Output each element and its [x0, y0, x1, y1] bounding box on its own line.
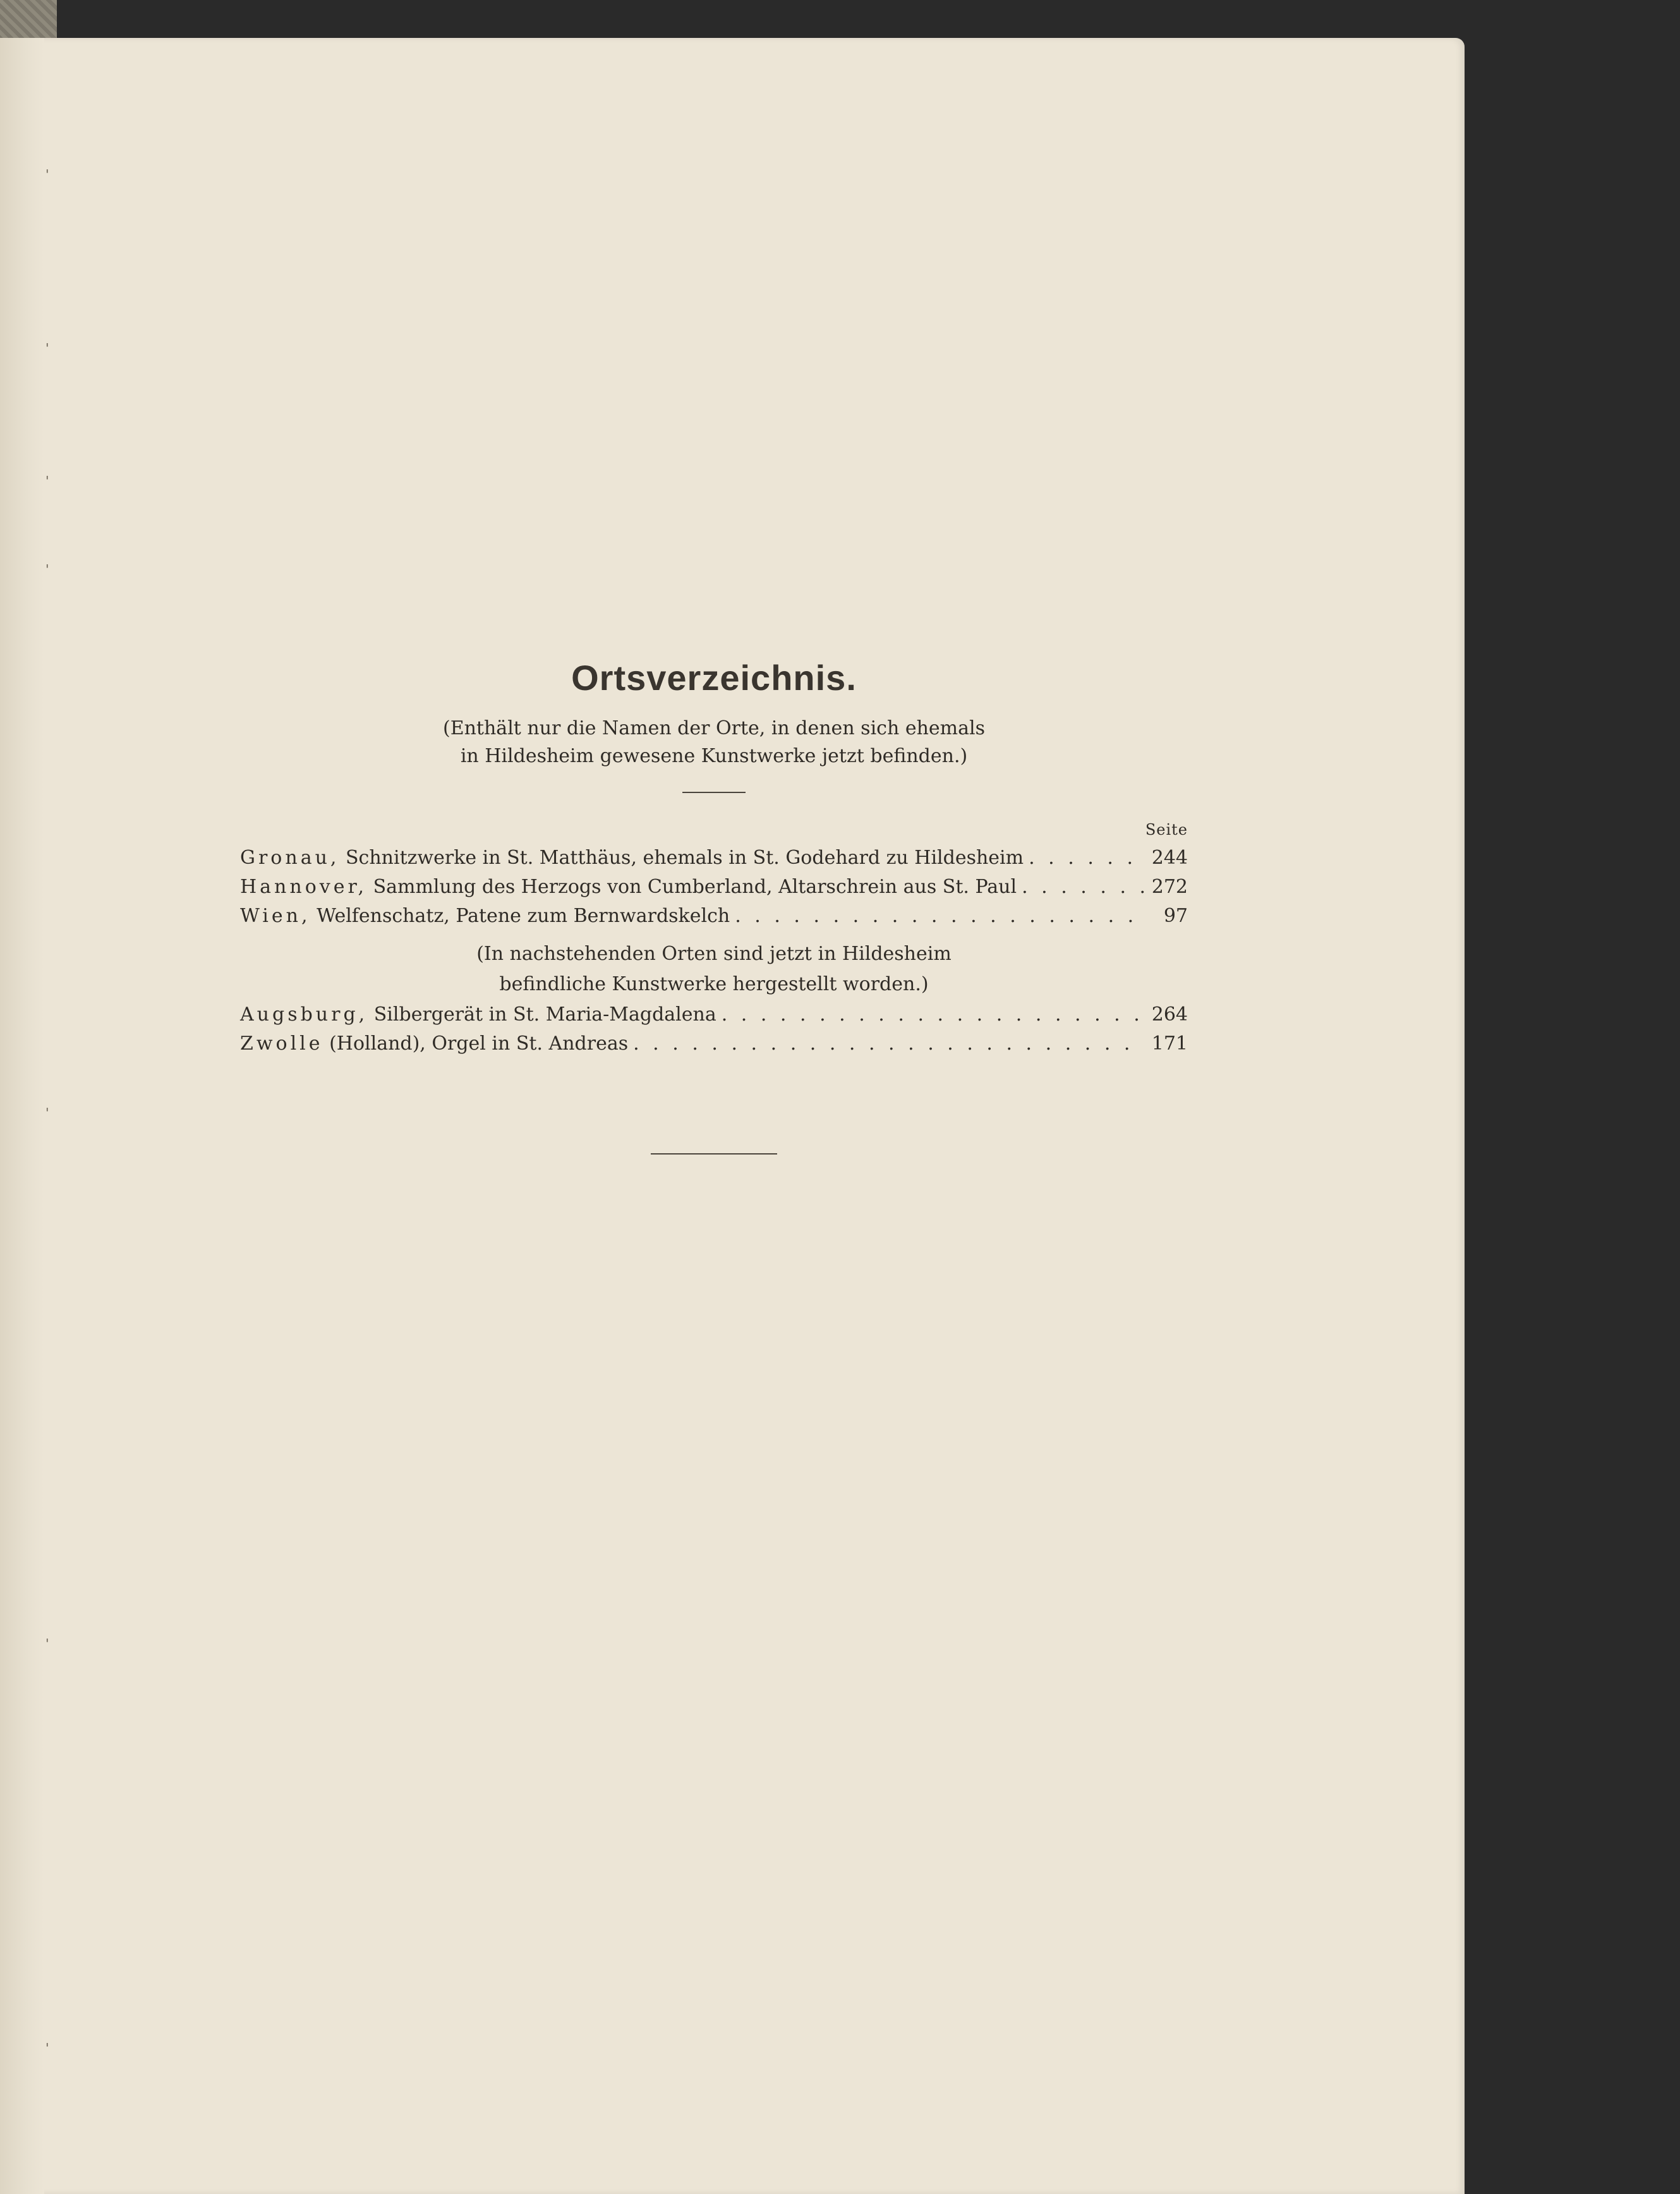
- binding-stitch-mark: ': [45, 1636, 49, 1651]
- entry-page-number: 244: [1151, 847, 1188, 869]
- entry-page-number: 97: [1163, 905, 1188, 927]
- page-column-header: Seite: [1145, 821, 1188, 839]
- entry-page-number: 264: [1151, 1003, 1188, 1026]
- page-gutter: [0, 38, 44, 2194]
- entry-description: Sammlung des Herzogs von Cumberland, Altarschrein aus St. Paul: [373, 876, 1017, 898]
- index-content: [240, 657, 1188, 1155]
- entry-place: Wien,: [240, 905, 311, 927]
- entry-place: Zwolle: [240, 1033, 323, 1055]
- entry-description: Schnitzwerke in St. Matthäus, ehemals in St. Godehard zu Hildesheim: [345, 847, 1024, 869]
- binding-stitch-mark: ': [45, 2040, 49, 2056]
- entry-place: Gronau,: [240, 847, 340, 869]
- index-entry: [240, 873, 1188, 902]
- leader-dots: [722, 1000, 1145, 1029]
- binding-stitch-mark: ': [45, 341, 49, 356]
- entry-place: Hannover,: [240, 876, 368, 898]
- leader-dots: [1022, 873, 1145, 902]
- index-entry: [240, 844, 1188, 873]
- entry-page-number: 171: [1151, 1033, 1188, 1055]
- end-divider: [651, 1153, 777, 1155]
- title-divider: [682, 792, 746, 793]
- subtitle-line-1: (Enthält nur die Namen der Orte, in denen sich ehemals: [443, 717, 985, 739]
- index-entry: [240, 902, 1188, 931]
- entry-description: Welfenschatz, Patene zum Bernwardskelch: [317, 905, 730, 927]
- entry-description: (Holland), Orgel in St. Andreas: [329, 1033, 629, 1055]
- index-entry: [240, 1029, 1188, 1058]
- binding-stitch-mark: ': [45, 1105, 49, 1120]
- binding-stitch-mark: ': [45, 562, 49, 577]
- entry-text: [240, 844, 1024, 873]
- leader-dots: [1029, 844, 1145, 873]
- entry-text: [240, 873, 1017, 902]
- binding-stitch-mark: ': [45, 167, 49, 182]
- book-page: [0, 38, 1465, 2194]
- section-note-line-1: (In nachstehenden Orten sind jetzt in Hildesheim: [476, 943, 952, 965]
- page-title: Ortsverzeichnis.: [571, 658, 857, 698]
- section-note-line-2: befindliche Kunstwerke hergestellt worden.): [499, 973, 929, 995]
- index-entry: [240, 1000, 1188, 1029]
- binding-stitch-mark: ': [45, 473, 49, 488]
- entry-text: [240, 1000, 716, 1029]
- entry-text: [240, 902, 730, 931]
- leader-dots: [735, 902, 1145, 931]
- entry-place: Augsburg,: [240, 1003, 368, 1026]
- subtitle-line-2: in Hildesheim gewesene Kunstwerke jetzt befinden.): [460, 745, 968, 767]
- entry-description: Silbergerät in St. Maria-Magdalena: [373, 1003, 716, 1026]
- entry-text: [240, 1029, 628, 1058]
- entry-page-number: 272: [1151, 876, 1188, 898]
- leader-dots: [633, 1029, 1145, 1058]
